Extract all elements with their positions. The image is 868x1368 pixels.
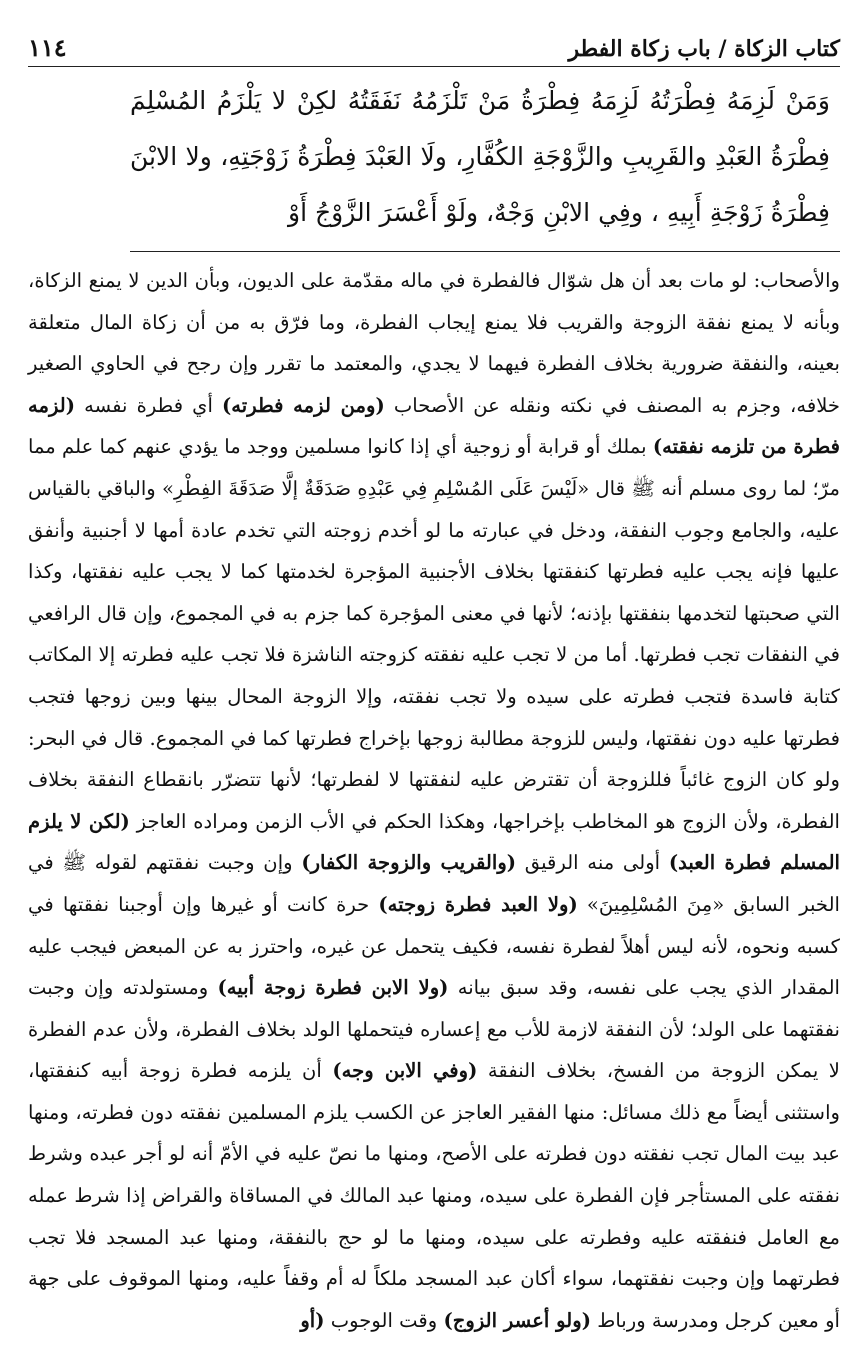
quoted-matn: (وفي الابن وجه) [332, 1059, 478, 1083]
matn-text: وَمَنْ لَزِمَهُ فِطْرَتُهُ لَزِمَهُ فِطْرَةُ مَنْ تَلْزَمُهُ نَفَقَتُهُ لكِنْ لا يَلْزَمُ المُسْلِمَ فِطْرَةُ العَبْدِ والقَرِيبِ والزَّوْجَةِ الكُفَّارِ، ولَا العَبْدَ فِطْرَةُ زَوْجَتِهِ، ولا الابْنَ فِطْرَةُ زَوْجَةِ أَبِيهِ ، وفِي الابْنِ وَجْهٌ، ولَوْ أَعْسَرَ الزَّوْجُ أَوْ [130, 73, 840, 252]
quoted-matn: (لكن لا يلزم المسلم فطرة العبد) [28, 809, 841, 875]
quoted-matn: (والقريب والزوجة الكفار) [301, 851, 517, 875]
commentary-text: وقت الوجوب [324, 1308, 444, 1332]
quoted-matn: (لزمه فطرة من تلزمه نفقته) [28, 393, 841, 459]
commentary-text: أولى منه الرقيق [516, 851, 669, 875]
quoted-matn: (ومن لزمه فطرته) [222, 393, 385, 417]
quoted-matn: (ولو أعسر الزوج) [443, 1308, 591, 1332]
commentary-paragraph [28, 260, 840, 1341]
quoted-matn: (ولا الابن فطرة زوجة أبيه) [217, 976, 449, 1000]
commentary-text: أي فطرة نفسه [75, 393, 223, 417]
running-title: كتاب الزكاة / باب زكاة الفطر [568, 36, 840, 62]
book-page [28, 22, 840, 1341]
commentary-text: ومستولدته وإن وجبت نفقتهما على الولد؛ لأن النفقة لازمة للأب مع إعساره فيتحملها الولد بخلاف الفطرة، ولأن عدم الفطرة لا يمكن الزوجة من الفسخ، بخلاف النفقة [28, 976, 840, 1083]
quoted-matn: (أو [300, 1308, 325, 1332]
commentary [28, 260, 840, 1341]
commentary-text: بملك أو قرابة أو زوجية أي إذا كانوا مسلمين ووجد ما يؤدي عنهم كما علم مما مرّ؛ لما روى مسلم أنه ﷺ قال «لَيْسَ عَلَى المُسْلِمِ فِي عَبْدِهِ صَدَقَةٌ إلَّا صَدَقَةَ الفِطْرِ» والباقي بالقياس عليه، والجامع وجوب النفقة، ودخل في عبارته ما لو أخدم زوجته التي تخدم عادة أمها لا أجنبية وأنفق عليها فإنه يجب عليه فطرتها كنفقتها بخلاف الأجنبية المؤجرة لخدمتها كما لا يجب عليه نفقتها، وكذا التي صحبتها لتخدمها بنفقتها بإذنه؛ لأنها في معنى المؤجرة كما جزم به في المجموع، وإن قال الرافعي في النفقات تجب فطرتها. أما من لا تجب عليه نفقته كزوجته الناشزة فلا تجب عليه فطرته إلا المكاتب كتابة فاسدة فتجب فطرته على سيده ولا تجب نفقته، وإلا الزوجة المحال بينها وبين زوجها فتجب فطرتها عليه دون نفقتها، وليس للزوجة مطالبة زوجها بإخراج فطرتها كما في المجموع. قال في البحر: ولو كان الزوج غائباً فللزوجة أن تقترض عليه لنفقتها لا لفطرتها؛ لأنها تتضرّر بانقطاع النفقة بخلاف الفطرة، ولأن الزوج هو المخاطب بإخراجها، وهكذا الحكم في الأب الزمن ومراده العاجز [27, 435, 840, 833]
commentary-text: والأصحاب: لو مات بعد أن هل شوّال فالفطرة في ماله مقدّمة على الديون، وبأن الدين لا يمنع الزكاة، وبأنه لا يمنع نفقة الزوجة والقريب فلا يمنع إيجاب الفطرة، وما فرّق به من أن زكاة المال متعلقة بعينه، والنفقة ضرورية بخلاف الفطرة فيهما لا يجدي، والمعتمد ما تقرر وإن رجح في الحاوي الصغير خلافه، وجزم به المصنف في نكته ونقله عن الأصحاب [28, 269, 841, 417]
commentary-text: أن يلزمه فطرة زوجة أبيه كنفقتها، واستثنى أيضاً مع ذلك مسائل: منها الفقير العاجز عن الكسب يلزم المسلمين نفقته دون فطرته، ومنها عبد بيت المال تجب نفقته دون فطرته على الأصح، ومنها ما نصّ عليه في الأمّ أنه لو أجر عبده وشرط نفقته على المستأجر فإن الفطرة على سيده، ومنها عبد المالك في المساقاة والقراض إذا شرط عمله مع العامل فنفقته عليه وفطرته على سيده، ومنها ما لو حج بالنفقة، ومنها عبد المسجد فلا تجب فطرتهما وإن وجبت نفقتهما، سواء أكان عبد المسجد ملكاً له أم وقفاً عليه، ومنها الموقوف على جهة أو معين كرجل ومدرسة ورباط [28, 1059, 840, 1332]
commentary-text: حرة كانت أو غيرها وإن أوجبنا نفقتها في كسبه ونحوه، لأنه ليس أهلاً لفطرة نفسه، فكيف يتحمل عن غيره، واحترز به عن المبعض فيجب عليه المقدار الذي يجب على نفسه، وقد سبق بيانه [28, 892, 840, 1000]
page-header [28, 22, 840, 67]
quoted-matn: (ولا العبد فطرة زوجته) [378, 892, 578, 916]
page-number: ١١٤ [28, 33, 67, 62]
commentary-text: وإن وجبت نفقتهم لقوله ﷺ في الخبر السابق «مِنَ المُسْلِمِينَ» [28, 851, 840, 916]
